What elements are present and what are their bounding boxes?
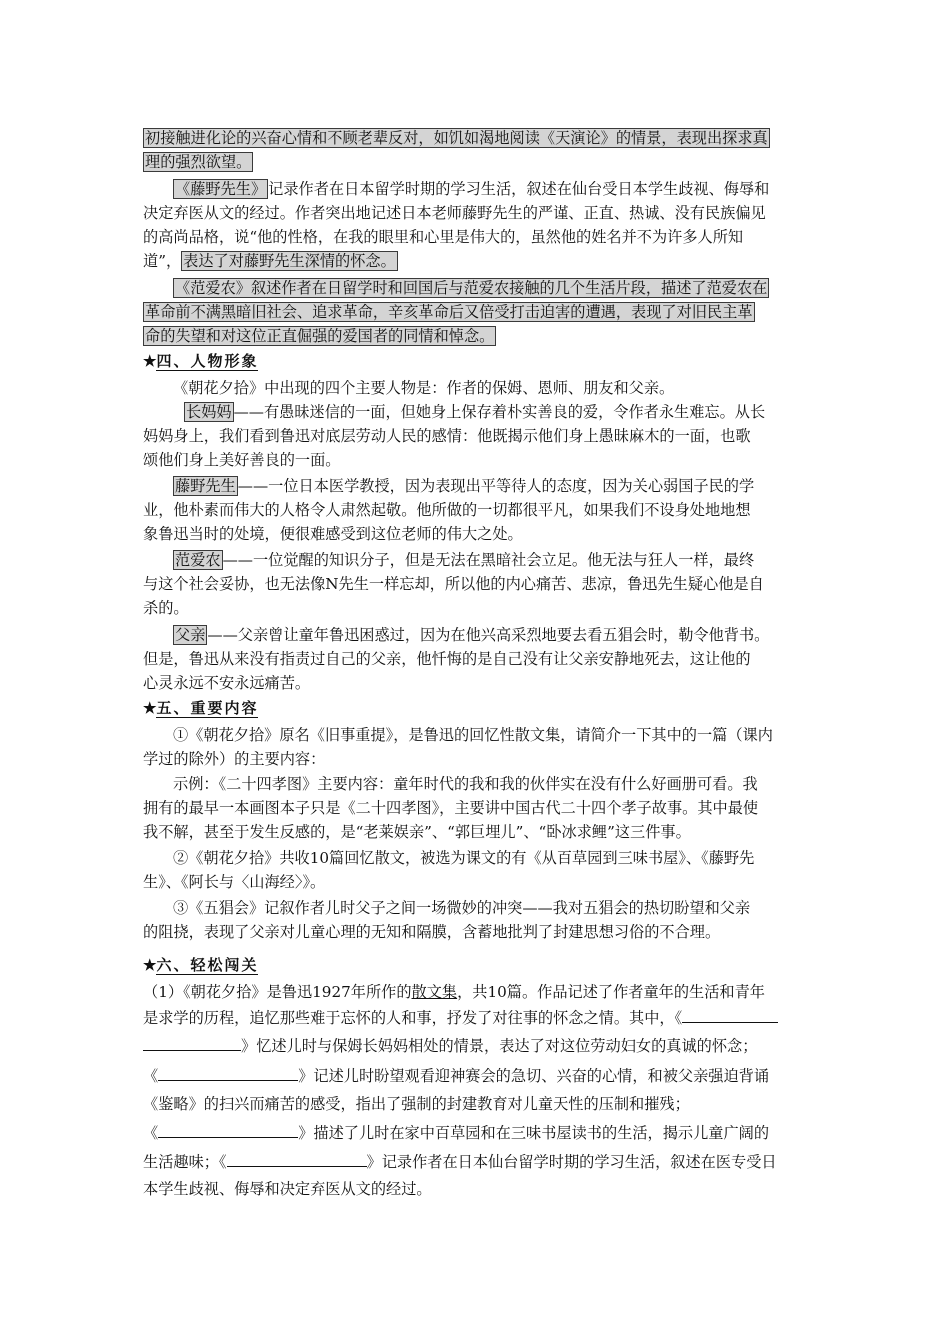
- highlight: 革命前不满黑暗旧社会、追求革命，辛亥革命后又倍受打击迫害的遭遇，表现了对旧民主革: [145, 303, 753, 321]
- q-line-5: 《鉴略》的扫兴而痛苦的感受，指出了强制的封建教育对儿童天性的压制和摧残；: [143, 1095, 690, 1113]
- star-icon: ★: [143, 956, 157, 974]
- text: 》忆述儿时与保姆长妈妈相处的情景，表达了对这位劳动妇女的真诚的怀念；: [241, 1037, 758, 1055]
- father-line-2: 但是，鲁迅从来没有指责过自己的父亲，他忏悔的是自己没有让父亲安静地死去，这让他的: [143, 650, 751, 668]
- father-line-1: [173, 623, 769, 647]
- text: ——父亲曾让童年鲁迅困惑过，因为在他兴高采烈地要去看五猖会时，勒令他背书。: [207, 626, 770, 644]
- text: 是求学的历程，追忆那些难于忘怀的人和事，抒发了对往事的怀念之情。其中，《: [143, 1009, 683, 1027]
- tengye-title: 《藤野先生》: [175, 180, 267, 198]
- s5-p3-line-1: ③《五猖会》记叙作者儿时父子之间一场微妙的冲突——我对五猖会的热切盼望和父亲: [173, 899, 751, 917]
- tengye-char-line-2: 业，他朴素而伟大的人格令人肃然起敬。他所做的一切都很平凡，如果我们不设身处地地想: [143, 501, 751, 519]
- section4-intro: 《朝花夕拾》中出现的四个主要人物是：作者的保姆、恩师、朋友和父亲。: [173, 379, 675, 397]
- tengye-line-3: 的高尚品格，说“他的性格，在我的眼里和心里是伟大的，虽然他的姓名并不为许多人所知: [143, 228, 744, 246]
- q-line-6: [143, 1121, 769, 1145]
- text: 》描述了儿时在家中百草园和在三味书屋读书的生活，揭示儿童广阔的: [298, 1124, 769, 1142]
- character-name: 父亲: [175, 626, 206, 644]
- changmama-line-3: 颂他们身上美好善良的一面。: [143, 451, 341, 469]
- highlight: 初接触进化论的兴奋心情和不顾老辈反对，如饥如渴地阅读《天演论》的情景，表现出探求真: [145, 129, 768, 147]
- father-line-3: 心灵永远不安永远痛苦。: [143, 674, 311, 692]
- changmama-line-1: [184, 400, 765, 424]
- text: ——有愚昧迷信的一面，但她身上保存着朴实善良的爱，令作者永生难忘。从长: [233, 403, 766, 421]
- fan-line-1: [173, 276, 769, 300]
- s5-p1-line-2: 学过的除外）的主要内容：: [143, 750, 326, 768]
- q-line-3: [143, 1034, 757, 1058]
- tengye-char-line-3: 象鲁迅当时的处境，便很难感受到这位老师的伟大之处。: [143, 525, 523, 543]
- s5-p3-line-2: 的阻挠，表现了父亲对儿童心理的无知和隔膜，含蓄地批判了封建思想习俗的不合理。: [143, 923, 721, 941]
- intro-line-2: [143, 150, 253, 174]
- text: 》记述儿时盼望观看迎神赛会的急切、兴奋的心情，和被父亲强迫背诵: [298, 1067, 769, 1085]
- star-icon: ★: [143, 699, 157, 717]
- star-icon: ★: [143, 352, 157, 370]
- text: ——一位日本医学教授，因为表现出平等待人的态度，因为关心弱国子民的学: [237, 477, 755, 495]
- tengye-line-4: [143, 249, 398, 273]
- highlight: 理的强烈欲望。: [145, 153, 252, 171]
- q-line-2: [143, 1006, 778, 1030]
- fan-char-line-3: 杀的。: [143, 599, 189, 617]
- character-name: 范爱农: [175, 551, 221, 569]
- tengye-char-line-1: [173, 474, 754, 498]
- character-name: 藤野先生: [175, 477, 236, 495]
- section-title: 五、重要内容: [156, 699, 259, 717]
- text: 》记录作者在日本仙台留学时期的学习生活，叙述在医专受日: [366, 1153, 777, 1171]
- highlight: 命的失望和对这位正直倔强的爱国者的同情和悼念。: [145, 327, 495, 345]
- answer-blank-2[interactable]: [158, 1065, 298, 1081]
- s5-p2-line-1: ②《朝花夕拾》共收10篇回忆散文，被选为课文的有《从百草园到三味书屋》、《藤野先: [173, 849, 755, 867]
- text: 生活趣味；《: [143, 1153, 227, 1171]
- q-line-7: [143, 1150, 777, 1174]
- text: 道”，: [143, 252, 182, 270]
- text: 《: [143, 1067, 159, 1085]
- text: 记录作者在日本留学时期的学习生活，叙述在仙台受日本学生歧视、侮辱和: [268, 180, 770, 198]
- s5-p1-line-1: ①《朝花夕拾》原名《旧事重提》，是鲁迅的回忆性散文集，请简介一下其中的一篇（课内: [173, 726, 773, 744]
- highlight: 《范爱农》叙述作者在日留学时和回国后与范爱农接触的几个生活片段，描述了范爱农在: [175, 279, 768, 297]
- fan-char-line-1: [173, 548, 754, 572]
- s5-p2-line-2: 生》、《阿长与〈山海经〉》。: [143, 873, 326, 891]
- text: ，共10篇。作品记述了作者童年的生活和青年: [457, 983, 765, 1001]
- section-title: 四、人物形象: [156, 352, 259, 370]
- answer-blank-1a[interactable]: [682, 1007, 778, 1023]
- text: ——一位觉醒的知识分子，但是无法在黑暗社会立足。他无法与狂人一样，最终: [222, 551, 755, 569]
- fan-char-line-2: 与这个社会妥协，也无法像N先生一样忘却，所以他的内心痛苦、悲凉，鲁迅先生疑心他是自: [143, 575, 764, 593]
- answer-blank-3[interactable]: [158, 1122, 298, 1138]
- text: （1）《朝花夕拾》是鲁迅1927年所作的: [143, 983, 412, 1001]
- s5-example-line-1: 示例：《二十四孝图》主要内容：童年时代的我和我的伙伴实在没有什么好画册可看。我: [173, 775, 758, 793]
- underlined-term: 散文集: [411, 983, 458, 1001]
- character-name: 长妈妈: [186, 403, 232, 421]
- q-line-1: [143, 980, 765, 1004]
- intro-line-1: [143, 126, 770, 150]
- answer-blank-1b[interactable]: [143, 1035, 241, 1051]
- tengye-line-2: 决定弃医从文的经过。作者突出地记述日本老师藤野先生的严谨、正直、热诚、没有民族偏见: [143, 204, 766, 222]
- tengye-line-1: [173, 177, 769, 201]
- q-line-8: 本学生歧视、侮辱和决定弃医从文的经过。: [143, 1180, 432, 1198]
- fan-line-2: [143, 300, 755, 324]
- section-4-heading: [143, 350, 258, 372]
- fan-line-3: [143, 324, 496, 348]
- q-line-4: [143, 1064, 769, 1088]
- changmama-line-2: 妈妈身上，我们看到鲁迅对底层劳动人民的感情：他既揭示他们身上愚昧麻木的一面，也歌: [143, 427, 751, 445]
- answer-blank-4[interactable]: [227, 1151, 367, 1167]
- highlight: 表达了对藤野先生深情的怀念。: [183, 252, 396, 270]
- section-5-heading: [143, 697, 258, 719]
- s5-example-line-3: 我不解，甚至于发生反感的，是“老莱娱亲”、“郭巨埋儿”、“卧冰求鲤”这三件事。: [143, 823, 691, 841]
- s5-example-line-2: 拥有的最早一本画图本子只是《二十四孝图》，主要讲中国古代二十四个孝子故事。其中最使: [143, 799, 759, 817]
- section-6-heading: [143, 954, 258, 976]
- text: 《: [143, 1124, 159, 1142]
- section-title: 六、轻松闯关: [156, 956, 259, 974]
